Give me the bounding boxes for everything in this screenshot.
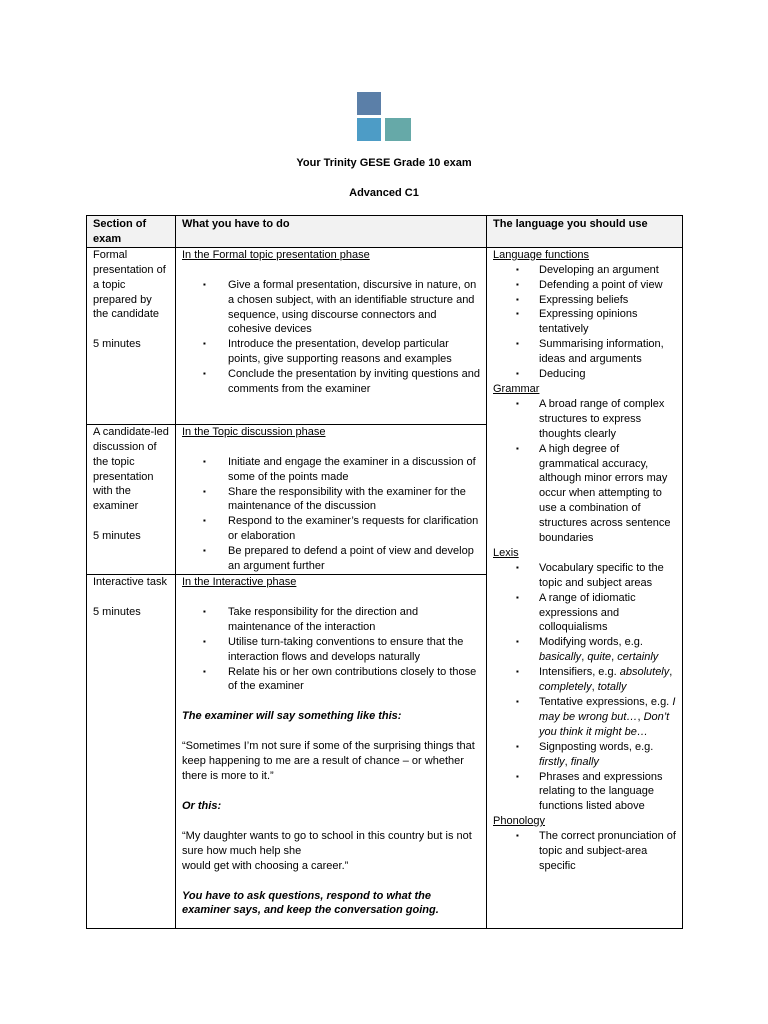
list-item: ▪ Utilise turn-taking conventions to ensure that the interaction flows and develops naturally <box>203 635 464 663</box>
tasks-cell <box>176 424 487 574</box>
list-item: ▪ Vocabulary specific to the topic and subject areas <box>516 561 664 589</box>
task-list <box>182 605 481 694</box>
examiner-intro: The examiner will say something like this: <box>182 710 402 723</box>
section-cell <box>87 424 176 574</box>
bullet-icon: ▪ <box>516 741 519 751</box>
list-item: ▪ Give a formal presentation, discursive in nature, on a chosen subject, with an identifiable structure and sequence, using discourse connectors and cohesive devices <box>203 278 477 336</box>
logo-square-bottom-left <box>357 118 381 141</box>
bullet-icon: ▪ <box>516 279 519 289</box>
list-item: ▪ Developing an argument <box>516 263 659 276</box>
bullet-icon: ▪ <box>516 562 519 572</box>
list-item: ▪ Conclude the presentation by inviting questions and comments from the examiner <box>203 368 480 396</box>
bullet-icon: ▪ <box>203 516 206 526</box>
logo-square-top <box>357 92 381 115</box>
section-time: 5 minutes <box>93 605 141 618</box>
exam-table <box>86 215 683 929</box>
header-what: What you have to do <box>176 216 487 248</box>
bullet-icon: ▪ <box>516 697 519 706</box>
bullet-icon: ▪ <box>203 486 206 496</box>
task-instruction: You have to ask questions, respond to what the examiner says, and keep the conversation going. <box>182 889 439 917</box>
bullet-icon: ▪ <box>203 636 206 646</box>
or-this-label: Or this: <box>182 799 222 812</box>
bullet-icon: ▪ <box>516 637 519 647</box>
bullet-icon: ▪ <box>203 369 206 379</box>
example-quote-2-line-2: would get with choosing a career.” <box>182 859 349 872</box>
example-quote-2-line-1: “My daughter wants to go to school in this country but is not sure how much help she <box>182 829 472 857</box>
phonology-heading: Phonology <box>493 815 545 828</box>
document-title: Your Trinity GESE Grade 10 exam <box>296 157 472 169</box>
section-name: Formal presentation of a topic prepared by the candidate <box>93 248 166 321</box>
bullet-icon: ▪ <box>516 831 519 841</box>
lexis-list <box>493 561 677 814</box>
section-cell <box>87 247 176 424</box>
list-item: ▪ A range of idiomatic expressions and colloquialisms <box>516 591 636 634</box>
example-quote-1: “Sometimes I’m not sure if some of the surprising things that keep happening to me are a result of chance – or whether there is more to it.” <box>182 740 475 783</box>
grammar-heading: Grammar <box>493 382 540 395</box>
list-item: ▪ Initiate and engage the examiner in a discussion of some of the points made <box>203 455 476 483</box>
bullet-icon: ▪ <box>516 592 519 602</box>
section-cell <box>87 574 176 928</box>
list-item: ▪ Introduce the presentation, develop particular points, give supporting reasons and examples <box>203 338 452 366</box>
table-row <box>87 247 683 424</box>
bullet-icon: ▪ <box>516 309 519 319</box>
phase-heading: In the Topic discussion phase <box>182 425 326 438</box>
bullet-icon: ▪ <box>203 339 206 349</box>
bullet-icon: ▪ <box>203 279 206 289</box>
tasks-cell <box>176 574 487 928</box>
list-item: ▪ Defending a point of view <box>516 278 663 291</box>
bullet-icon: ▪ <box>516 369 519 379</box>
list-item: ▪ A high degree of grammatical accuracy, although minor errors may occur when attempting to use a combination of structures across sentence boundaries <box>516 442 671 545</box>
bullet-icon: ▪ <box>516 264 519 274</box>
section-name: Interactive task <box>93 575 167 588</box>
list-item: ▪ Relate his or her own contributions closely to those of the examiner <box>203 665 477 693</box>
header-section: Section of exam <box>87 216 176 248</box>
bullet-icon: ▪ <box>203 666 206 676</box>
list-item: ▪ Intensifiers, e.g. absolutely, completely, totally <box>516 666 673 694</box>
list-item: ▪ Expressing beliefs <box>516 293 629 306</box>
list-item: ▪ Share the responsibility with the examiner for the maintenance of the discussion <box>203 485 466 513</box>
section-time: 5 minutes <box>93 530 141 543</box>
header-language: The language you should use <box>487 216 683 248</box>
tasks-cell <box>176 247 487 424</box>
trinity-logo <box>357 92 413 142</box>
phonology-list <box>493 829 677 874</box>
functions-heading: Language functions <box>493 248 590 261</box>
list-item: ▪ Tentative expressions, e.g. I may be wrong but…, Don’t you think it might be… <box>516 696 676 738</box>
bullet-icon: ▪ <box>516 339 519 349</box>
bullet-icon: ▪ <box>203 546 206 556</box>
list-item: ▪ The correct pronunciation of topic and subject-area specific <box>516 830 676 872</box>
bullet-icon: ▪ <box>516 771 519 781</box>
functions-list <box>493 263 677 382</box>
list-item: ▪ Respond to the examiner’s requests for clarification or elaboration <box>203 515 479 543</box>
list-item: ▪ Summarising information, ideas and arguments <box>516 338 664 366</box>
list-item: ▪ Modifying words, e.g. basically, quite, certainly <box>516 636 659 664</box>
language-cell <box>487 247 683 928</box>
grammar-list <box>493 397 677 546</box>
task-list <box>182 278 481 397</box>
list-item: ▪ Take responsibility for the direction and maintenance of the interaction <box>203 605 419 633</box>
task-list <box>182 455 481 574</box>
bullet-icon: ▪ <box>516 443 519 453</box>
list-item: ▪ A broad range of complex structures to express thoughts clearly <box>516 397 665 440</box>
bullet-icon: ▪ <box>516 667 519 677</box>
list-item: ▪ Deducing <box>516 368 586 381</box>
bullet-icon: ▪ <box>516 294 519 304</box>
section-time: 5 minutes <box>93 338 141 351</box>
phase-heading: In the Interactive phase <box>182 575 297 588</box>
bullet-icon: ▪ <box>516 398 519 408</box>
lexis-heading: Lexis <box>493 546 519 559</box>
list-item: ▪ Be prepared to defend a point of view and develop an argument further <box>203 545 474 573</box>
list-item: ▪ Expressing opinions tentatively <box>516 308 638 336</box>
list-item: ▪ Signposting words, e.g. firstly, finally <box>516 740 654 768</box>
list-item: ▪ Phrases and expressions relating to the language functions listed above <box>516 770 663 813</box>
table-header-row <box>87 216 683 248</box>
phase-heading: In the Formal topic presentation phase <box>182 248 370 261</box>
bullet-icon: ▪ <box>203 606 206 616</box>
section-name: A candidate-led discussion of the topic presentation with the examiner <box>93 425 169 513</box>
level-subtitle: Advanced C1 <box>349 187 419 199</box>
bullet-icon: ▪ <box>203 456 206 466</box>
logo-square-bottom-right <box>385 118 411 141</box>
